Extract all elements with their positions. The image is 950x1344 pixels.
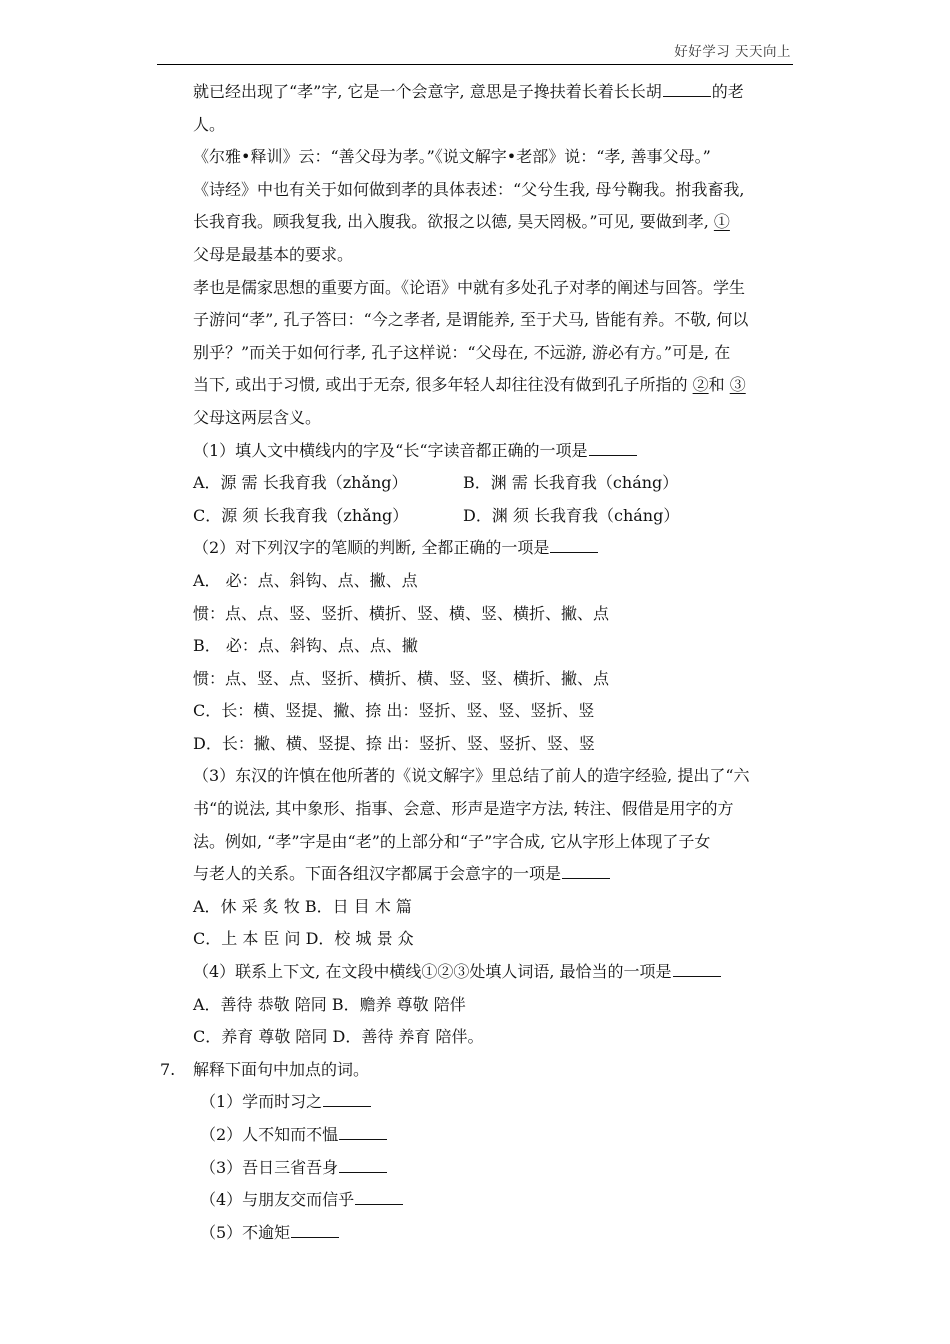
answer-blank	[550, 537, 598, 553]
option-a: A．源 需 长我育我（zhǎng）	[193, 473, 408, 493]
answer-blank	[339, 1157, 387, 1173]
option-b: B．渊 需 长我育我（cháng）	[463, 473, 679, 493]
item-text: （1）学而时习之	[200, 1092, 323, 1112]
option-d: D．渊 须 长我育我（cháng）	[463, 505, 680, 525]
question-3-options-cd: C．上 本 臣 问 D．校 城 景 众	[193, 929, 414, 949]
passage-line: 子游问“孝”, 孔子答曰：“今之孝者, 是谓能养, 至于犬马, 皆能有养。不敬, 何以	[193, 310, 749, 330]
question-text: （1）填人文中横线内的字及“长“字读音都正确的一项是	[193, 440, 588, 460]
question-1-stem	[193, 435, 793, 468]
passage-line	[193, 206, 793, 239]
question-7-item	[193, 1086, 793, 1119]
question-text: （4）联系上下文, 在文段中横线①②③处填人词语, 最恰当的一项是	[193, 962, 672, 982]
question-4-options-ab: A．善待 恭敬 陪同 B．赡养 尊敬 陪伴	[193, 994, 466, 1014]
passage-line: 《尔雅•释训》云：“善父母为孝。”《说文解字•老部》说：“孝, 善事父母。”	[193, 147, 711, 167]
question-3-stem: 书“的说法, 其中象形、指事、会意、形声是造字方法, 转注、假借是用字的方	[193, 799, 734, 819]
passage-line: 父母这两层含义。	[193, 407, 322, 427]
passage-line	[193, 76, 793, 109]
option-a-continued: 惯：点、点、竖、竖折、横折、竖、横、竖、横折、撇、点	[193, 603, 610, 623]
blank-marker-1: ①	[713, 212, 730, 232]
answer-blank	[323, 1091, 371, 1107]
answer-blank	[663, 81, 711, 97]
blank-marker-2: ②	[692, 375, 709, 395]
document-body	[160, 76, 793, 1249]
item-text: （4）与朋友交而信乎	[200, 1190, 355, 1210]
passage-line: 别乎？”而关于如何行孝, 孔子这样说：“父母在, 不远游, 游必有方。”可是, 在	[193, 342, 731, 362]
answer-blank	[562, 863, 610, 879]
option-b: B． 必：点、斜钩、点、点、撇	[193, 636, 418, 656]
passage-line: 人。	[193, 114, 226, 134]
option-c: C．长：横、竖提、撇、捺 出：竖折、竖、竖、竖折、竖	[193, 701, 595, 721]
question-3-stem: 法。例如, “孝”字是由“老”的上部分和“子”字合成, 它从字形上体现了子女	[193, 831, 711, 851]
header-motto: 好好学习 天天向上	[674, 44, 791, 60]
option-b-continued: 惯：点、竖、点、竖折、横折、横、竖、竖、横折、撇、点	[193, 668, 610, 688]
question-1-options-ab	[193, 467, 793, 500]
passage-line: 孝也是儒家思想的重要方面。《论语》中就有多处孔子对孝的阐述与回答。学生	[193, 277, 746, 297]
answer-blank	[673, 961, 721, 977]
question-text: 与老人的关系。下面各组汉字都属于会意字的一项是	[193, 864, 562, 884]
question-number: 7.	[160, 1059, 176, 1079]
question-3-stem	[193, 858, 793, 891]
question-7-item	[193, 1217, 793, 1250]
answer-blank	[355, 1189, 403, 1205]
passage-text: 的老	[711, 82, 744, 101]
question-text: 解释下面句中加点的词。	[193, 1059, 370, 1079]
passage-line: 父母是最基本的要求。	[193, 244, 354, 264]
question-7-item	[193, 1184, 793, 1217]
passage-text: 长我育我。顾我复我, 出入腹我。欲报之以德, 昊天罔极。”可见, 要做到孝,	[193, 212, 714, 232]
item-text: （5）不逾矩	[200, 1222, 291, 1242]
blank-marker-3: ③	[729, 375, 746, 395]
question-1-options-cd	[193, 500, 793, 533]
question-7-item	[193, 1152, 793, 1185]
question-4-options-cd: C．养育 尊敬 陪同 D．善待 养育 陪伴。	[193, 1027, 484, 1047]
answer-blank	[291, 1222, 339, 1238]
passage-text: 就已经出现了“孝”字, 它是一个会意字, 意思是子搀扶着长着长长胡	[193, 82, 662, 101]
answer-blank	[589, 440, 637, 456]
page-header	[157, 38, 793, 65]
question-3-options-ab: A．休 采 炙 牧 B．日 目 木 篇	[193, 896, 412, 916]
question-7-item	[193, 1119, 793, 1152]
item-text: （3）吾日三省吾身	[200, 1157, 339, 1177]
option-c: C．源 须 长我育我（zhǎng）	[193, 505, 409, 525]
question-2-stem	[193, 532, 793, 565]
passage-text: 和	[708, 375, 730, 395]
passage-line: 《诗经》中也有关于如何做到孝的具体表述：“父兮生我, 母兮鞠我。拊我畜我,	[193, 179, 745, 199]
question-7-stem	[160, 1054, 793, 1087]
question-3-stem: （3）东汉的许慎在他所著的《说文解字》里总结了前人的造字经验, 提出了“六	[193, 766, 750, 786]
question-text: （2）对下列汉字的笔顺的判断, 全都正确的一项是	[193, 538, 550, 558]
answer-blank	[339, 1124, 387, 1140]
passage-line	[193, 369, 793, 402]
item-text: （2）人不知而不愠	[200, 1125, 339, 1144]
option-a: A． 必：点、斜钩、点、撇、点	[193, 570, 418, 590]
question-4-stem	[193, 956, 793, 989]
option-d: D．长：撇、横、竖提、捺 出：竖折、竖、竖折、竖、竖	[193, 733, 595, 753]
passage-text: 当下, 或出于习惯, 或出于无奈, 很多年轻人却往往没有做到孔子所指的	[193, 375, 693, 395]
